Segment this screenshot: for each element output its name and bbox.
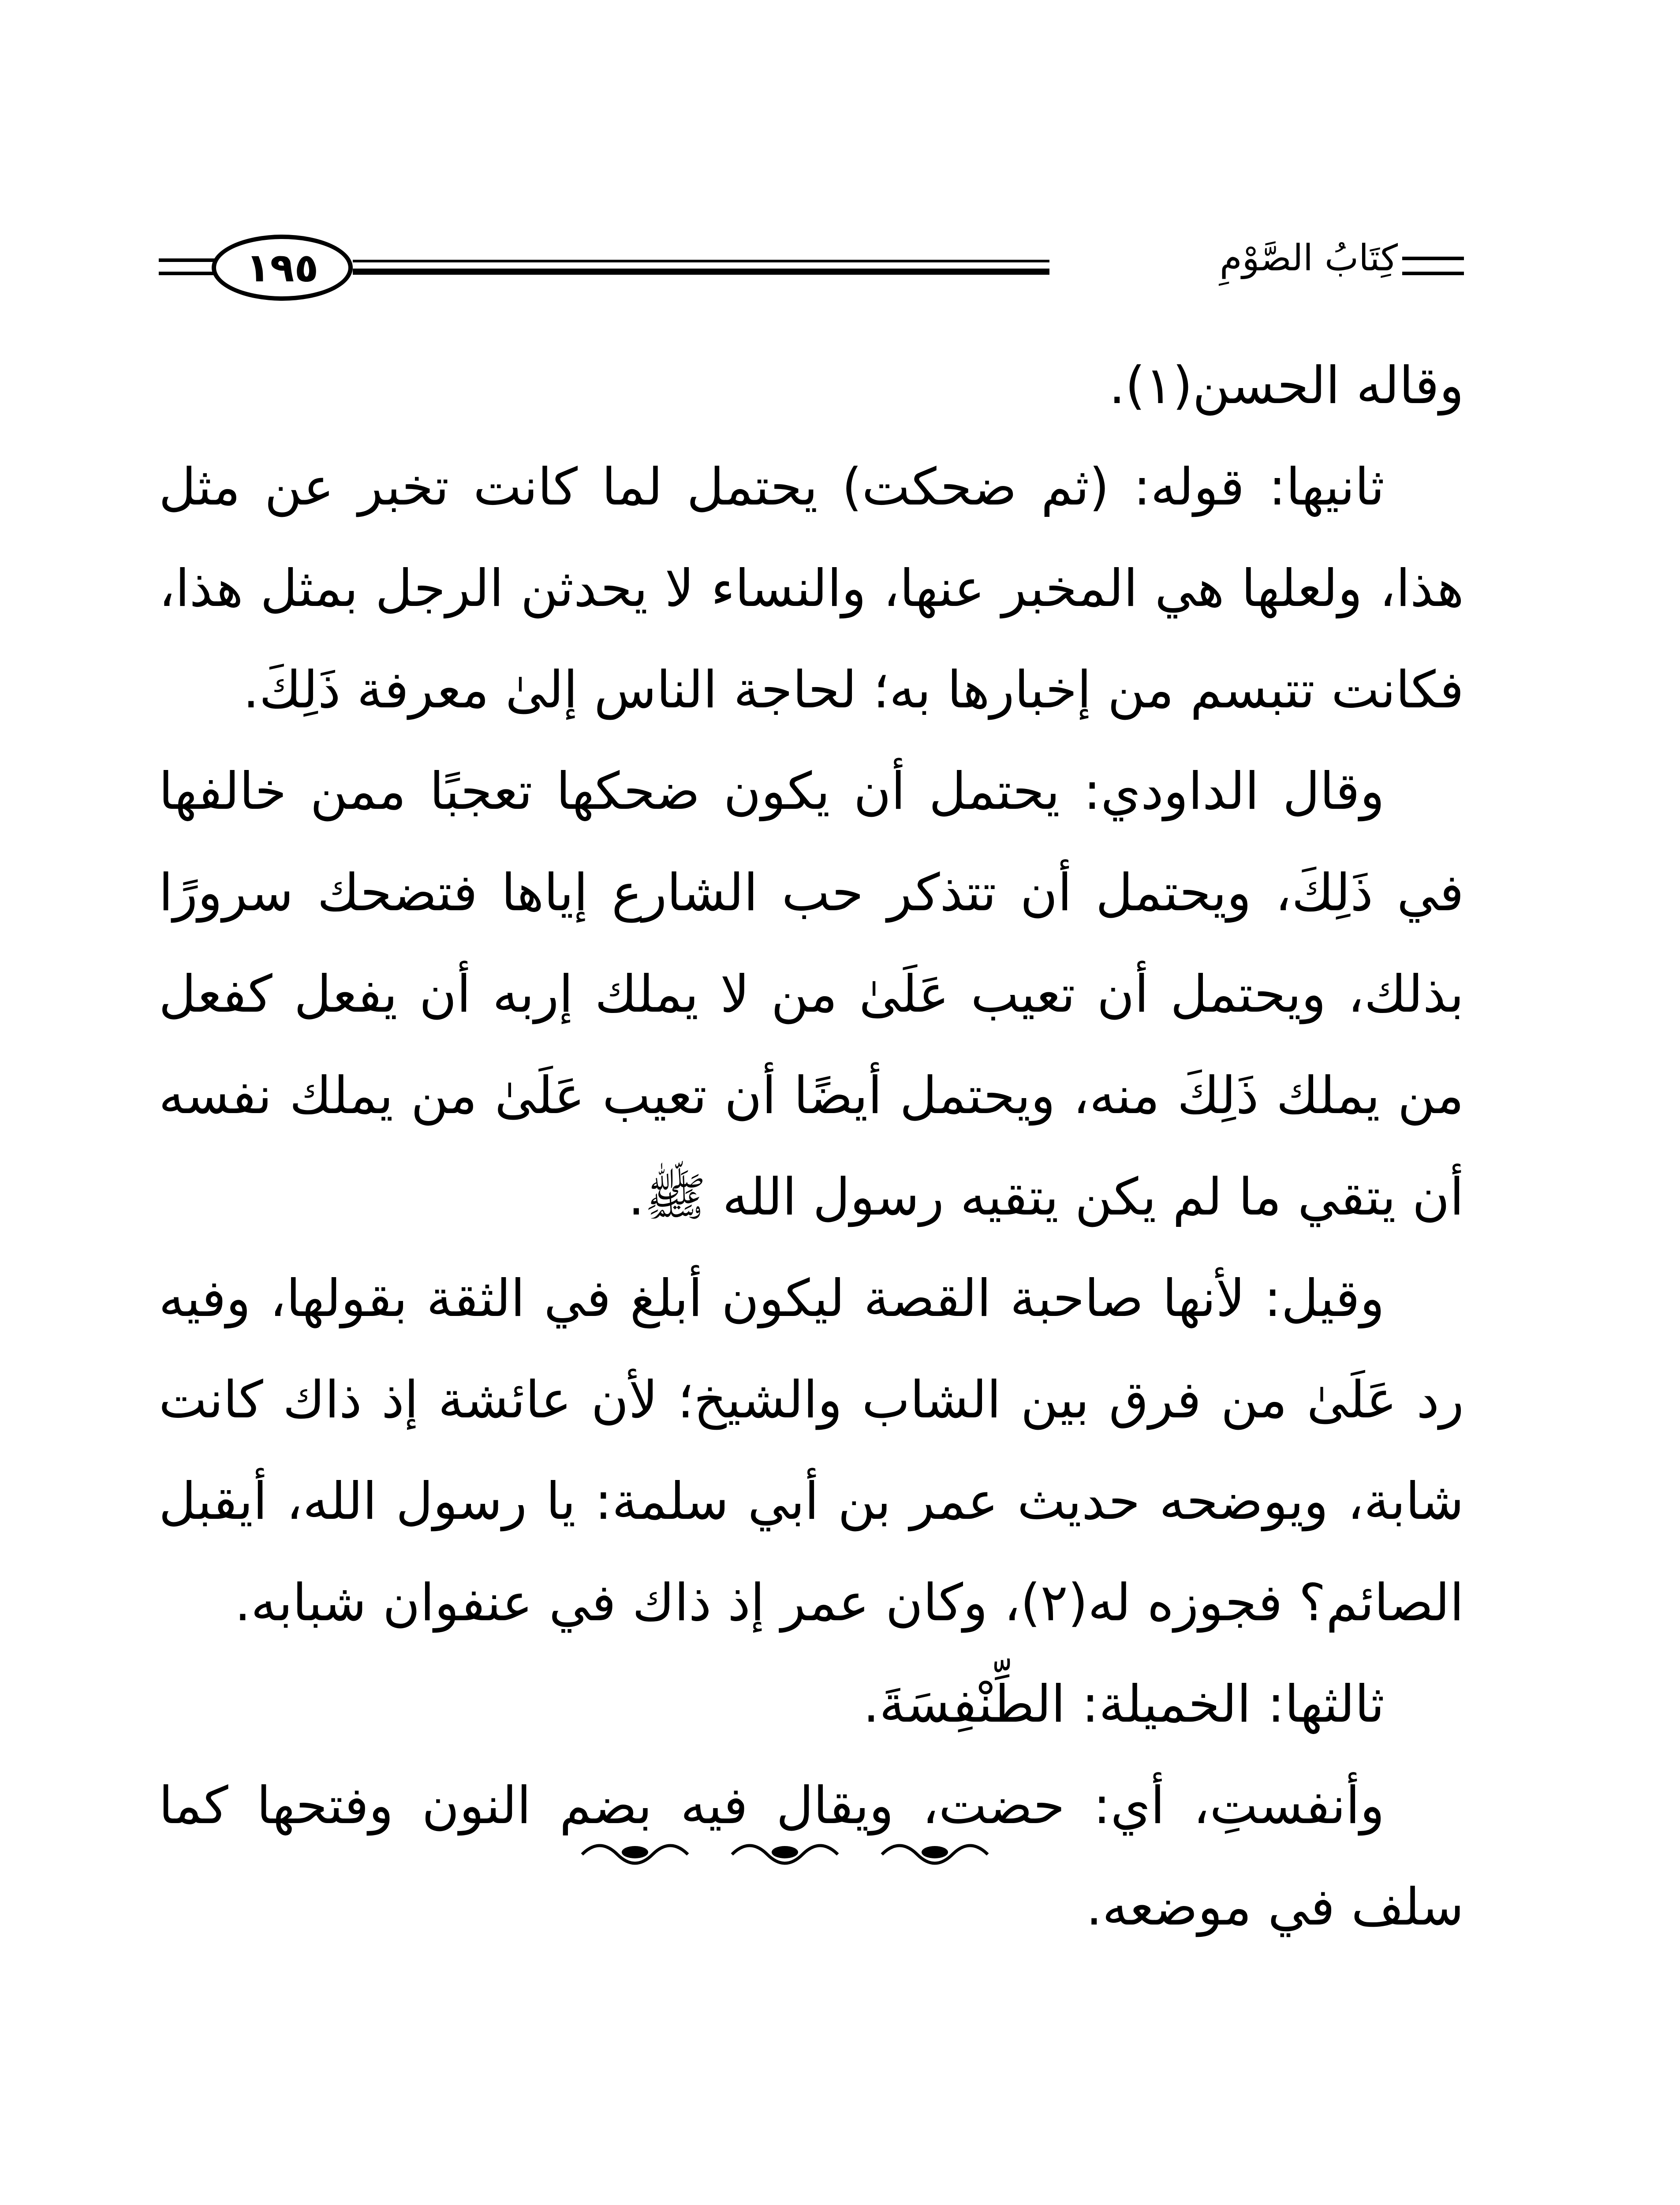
section-divider-ornament bbox=[573, 1830, 1014, 1874]
paragraph: ثالثها: الخميلة: الطِّنْفِسَةَ. bbox=[863, 1674, 1385, 1734]
main-text bbox=[159, 335, 1464, 1958]
page-number: ١٩٥ bbox=[212, 235, 353, 301]
running-title: كِتَابُ الصَّوْمِ bbox=[1219, 237, 1398, 279]
paragraph: ثانيها: قوله: (ثم ضحكت) يحتمل لما كانت تخبر عن مثل هذا، ولعلها هي المخبر عنها، والنساء لا يحدثن الرجل بمثل هذا، فكانت تتبسم من إخبارها به؛ لحاجة الناس إلىٰ معرفة ذَلِكَ. bbox=[159, 457, 1464, 720]
paragraph: وأنفستِ، أي: حضت، ويقال فيه بضم النون وفتحها كما سلف في موضعه. bbox=[159, 1776, 1464, 1937]
paragraph: وقيل: لأنها صاحبة القصة ليكون أبلغ في الثقة بقولها، وفيه رد عَلَىٰ من فرق بين الشاب والشيخ؛ لأن عائشة إذ ذاك كانت شابة، ويوضحه حديث عمر بن أبي سلمة: يا رسول الله، أيقبل الصائم؟ فجوزه له(٢)، وكان عمر إذ ذاك في عنفوان شبابه. bbox=[159, 1269, 1464, 1633]
paragraph: وقال الداودي: يحتمل أن يكون ضحكها تعجبًا ممن خالفها في ذَلِكَ، ويحتمل أن تتذكر حب الشارع إياها فتضحك سرورًا بذلك، ويحتمل أن تعيب عَلَىٰ من لا يملك إربه أن يفعل كفعل من يملك ذَلِكَ منه، ويحتمل أيضًا أن تعيب عَلَىٰ من يملك نفسه أن يتقي ما لم يكن يتقيه رسول الله ﷺ. bbox=[159, 762, 1464, 1227]
page-header bbox=[159, 229, 1464, 318]
paragraph: وقاله الحسن(١). bbox=[1109, 356, 1464, 415]
